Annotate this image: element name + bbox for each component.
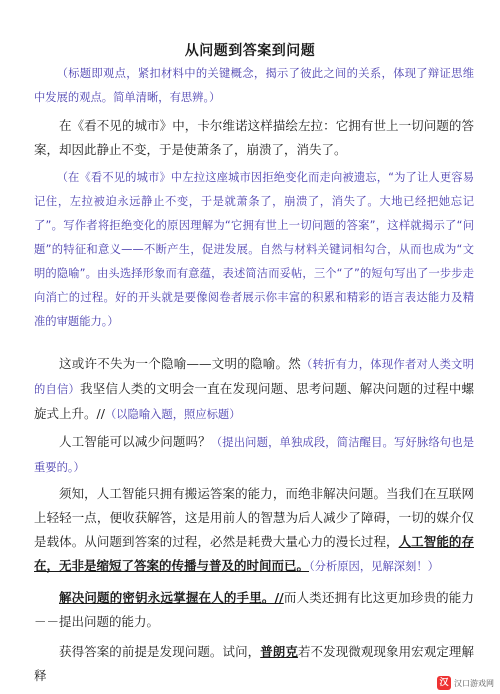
comment-analysis: （分析原因，见解深刻！）	[309, 560, 439, 573]
comment-intro: （在《看不见的城市》中左拉这座城市因拒绝变化而走向被遗忘，“为了让人更容易记住，左拉被迫永远静止不变，于是就萧条了，崩溃了，消失了。大地已经把她忘记了”。写作者将拒绝变化的原因理解为“它拥有世上一切问题的答案”，这样就揭示了“问题”的特征和意义——不断产生，促进发展。自然与材料关键词相勾合，从而也成为“文明的隐喻”。由头选择形象而有意蕴，表述简洁而妥帖，三个“了”的短句写出了一步步走向消亡的过程。好的开头就是要像阅卷者展示你丰富的积累和精彩的语言表达能力及精准的审题能力。）	[34, 171, 474, 328]
analysis-key-sentence: 人工智能的存在，无非是缩短了答案的传播与普及的时间而已。	[34, 534, 474, 573]
comment-question: （提出问题，单独成段，简洁醒目。写好脉络句也是重要的。）	[34, 436, 474, 474]
answer-text-2: 若不发现微观现象用宏观定理解释	[34, 644, 474, 683]
analysis-text: 须知，人工智能只拥有搬运答案的能力，而绝非解决问题。当我们在互联网上轻轻一点，便收获解答，这是用前人的智慧为后人减少了障碍，一切的媒介仅是载体。从问题到答案的过程，必然是耗费大量心力的漫长过程，	[34, 486, 474, 549]
paragraph-key	[34, 586, 474, 634]
paragraph-analysis	[34, 482, 474, 579]
paragraph-question	[34, 430, 474, 480]
paragraph-intro: 在《看不见的城市》中，卡尔维诺这样描绘左拉：它拥有世上一切问题的答案，却因此静止不变，于是使萧条了，崩溃了，消失了。	[34, 118, 474, 157]
essay-title: 从问题到答案到问题	[184, 43, 316, 59]
key-sentence: 解决问题的密钥永远掌握在人的手里。//	[59, 590, 284, 605]
watermark-logo-icon: 汉	[437, 676, 451, 690]
comment-turn: （转折有力，体现作者对人类文明的自信）	[34, 358, 474, 396]
metaphor-text-2: 我坚信人类的文明会一直在发现问题、思考问题、解决问题的过程中螺旋式上升。//	[34, 381, 474, 421]
paragraph-metaphor	[34, 352, 474, 427]
comment-metaphor: （以隐喻入题，照应标题）	[104, 408, 241, 421]
watermark-text: 汉口游戏网	[454, 678, 494, 688]
key-text: 而人类还拥有比这更加珍贵的能力－－提出问题的能力。	[34, 590, 474, 629]
planck-name: 普朗克	[260, 644, 298, 659]
question-text: 人工智能可以减少问题吗？	[59, 434, 211, 449]
metaphor-text: 这或许不失为一个隐喻——文明的隐喻。然	[59, 356, 302, 371]
comment-title: （标题即观点，紧扣材料中的关键概念，揭示了彼此之间的关系，体现了辩证思维中发展的观点。简单清晰，有思辨。）	[34, 67, 474, 104]
answer-text: 获得答案的前提是发现问题。试问，	[59, 644, 261, 659]
watermark	[437, 676, 494, 690]
paragraph-answer	[34, 640, 474, 688]
